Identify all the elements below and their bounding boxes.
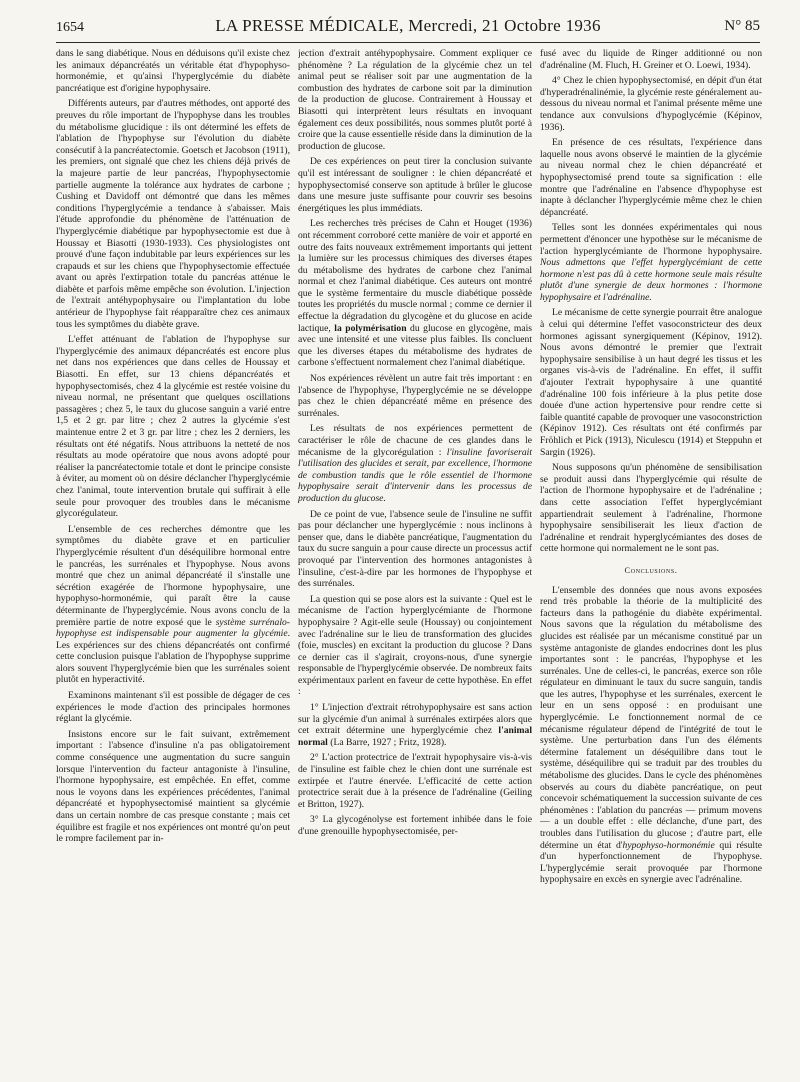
emphasis: hypophyso-hormonémie [622,839,715,851]
bold-text: la polymérisation [334,322,407,334]
paragraph: Les résultats de nos expériences permettent de caractériser le rôle de chacune de ces glandes dans le mécanisme de la glycorégulation : l'insuline favoriserait l'utilisation des glucides et serait, par excellence, l'hormone de combustion tandis que le rôle essentiel de l'hormone hypophysaire serait d'intervenir dans les processus de production du glucose. [298,423,532,504]
paragraph: L'effet atténuant de l'ablation de l'hypophyse sur l'hyperglycémie des animaux dépancréatés est encore plus net dans nos expériences que dans celles de Houssay et Biasotti. En effet, sur 13 chiens dépancréatés et hypophysectomisés, chez 4 la glycémie est restée voisine du niveau normal, ne présentant que quelques oscillations passagères ; chez 5, le taux du glucose sanguin a varié entre 1,5 et 2 gr. par litre ; chez 2 autres la glycémie s'est maintenue entre 2 et 3 gr. par litre ; chez les 2 derniers, les résultats ont été négatifs. Nous attribuons la netteté de nos résultats au mode opératoire que nous avons adopté pour réaliser la pancréatectomie totale et dont le principe consiste à éviter, au moment où on désire déclancher l'hyperglycémie chez l'animal, toute intervention brutale qui suffirait à elle seule pour provoquer des troubles dans le mécanisme glycorégulateur. [56,334,290,520]
paragraph: L'ensemble des données que nous avons exposées rend très probable la théorie de la multiplicité des facteurs dans la pathogénie du diabète expérimental. Nous savons que la régulation du métabolisme des glucides est réalisée par un mécanisme constitué par un système antagoniste de glandes endocrines dont les plus importantes sont : le pancréas, l'hypophyse et les surrénales. Une de celles-ci, le pancréas, exerce son rôle régulateur en diminuant le taux du sucre sanguin, tandis que les autres, l'hypophyse et les surrénales, exercent le leur en un sens opposé : en produisant une hyperglycémie. Le fonctionnement normal de ce mécanisme régulateur dépend de l'intégrité de tout le système. Une perturbation dans l'un des éléments détermine fatalement un déséquilibre dans tout le système, déséquilibre qui se traduit par des troubles du métabolisme des glucides. Dans le cycle des phénomènes observés au cours du diabète pancréatique, on peut concevoir schématiquement la succession suivante de ces phénomènes : l'ablation du pancréas — primum movens — a un double effet : elle déclanche, d'une part, des troubles dans l'utilisation du glucose ; d'autre part, elle détermine un état d'hypophyso-hormonémie qui résulte d'un hyperfonctionnement de l'hypophyse. L'hyperglycémie serait provoquée par l'hormone hypophysaire en excès en synergie avec l'adrénaline. [540,584,762,886]
paragraph: Différents auteurs, par d'autres méthodes, ont apporté des preuves du rôle important de l'hypophyse dans les troubles du métabolisme glucidique : ils ont déterminé les effets de l'ablation de l'hypophyse sur l'évolution du diabète consécutif à la pancréatectomie. Goetsch et Jacobson (1911), les premiers, ont signalé que chez les chiens déjà privés de la majeure partie de leur pancréas, l'hypophysectomie partielle augmente la tolérance aux hydrates de carbone ; Cushing et Davidoff ont démontré que dans les mêmes conditions l'hyperglycémie a tendance à s'abaisser. Mais l'étude approfondie du phénomène de l'atténuation de l'hyperglycémie diabétique par hypophysectomie est due à Houssay et Biasotti (1930-1933). Ces physiologistes ont prouvé d'une façon indubitable par leurs expériences sur les crapauds et sur les chiens que l'hypophysectomie effectuée avant ou après l'extirpation totale du pancréas atténue le diabète et parfois même empêche son évolution. L'injection de l'extrait antéhypophysaire ou l'implantation du lobe antérieur de l'hypophyse fait réapparaître chez ces animaux tous les symptômes du diabète grave. [56,98,290,330]
paragraph: En présence de ces résultats, l'expérience dans laquelle nous avons observé le maintien de la glycémie au niveau normal chez le chien dépancréaté et hypophysectomisé prend toute sa signification : elle montre que l'adrénaline en l'absence d'hypophyse est inapte à déclancher l'hyperglycémie même chez le chien dépancréaté. [540,137,762,218]
paragraph: De ce point de vue, l'absence seule de l'insuline ne suffit pas pour déclancher une hyperglycémie : nous inclinons à penser que, dans le diabète pancréatique, l'augmentation du taux du sucre sanguin a pour cause directe un processus actif provoqué par l'intervention des hormones antagonistes à l'insuline, c'est-à-dire par les hormones de l'hypophyse et des surrénales. [298,508,532,590]
paragraph: Examinons maintenant s'il est possible de dégager de ces expériences le mode d'action des principales hormones réglant la glycémie. [56,690,290,725]
paragraph: jection d'extrait antéhypophysaire. Comment expliquer ce phénomène ? La régulation de la glycémie chez un tel animal peut se réaliser soit par une augmentation de la combustion des hydrates de carbone soit par la diminution de la production de glucose. Contrairement à Houssay et Biasotti qui interprètent leurs résultats en invoquant également ces deux possibilités, nous sommes plutôt porté à croire que la cause essentielle réside dans la diminution de la production de glucose. [298,48,532,152]
paragraph: De ces expériences on peut tirer la conclusion suivante qu'il est intéressant de souligner : le chien dépancréaté et hypophysectomisé conserve son aptitude à brûler le glucose dans une mesure juste suffisante pour couvrir ses besoins énergétiques les plus immédiats. [298,156,532,214]
text-column-3 [540,48,762,1068]
paragraph: 4° Chez le chien hypophysectomisé, en dépit d'un état d'hyperadrénalinémie, la glycémie reste généralement au-dessous du niveau normal et l'animal présente même une tendance aux convulsions d'hypoglycémie (Képinov, 1936). [540,75,762,133]
paragraph: L'ensemble de ces recherches démontre que les symptômes du diabète grave et en particulier l'hyperglycémie résultent d'un déséquilibre hormonal entre le pancréas, les surrénales et l'hypophyse. Nous avons montré que chez un animal dépancréaté il s'installe une sécrétion exagérée de l'hormone hypophysaire, une hypophyso-hormonémie, qui paraît être la cause déterminante de l'hyperglycémie. Nous avons conclu de la première partie de notre exposé que le système surrénalo-hypophyse est indispensable pour augmenter la glycémie. Les expériences sur des chiens dépancréatés ont confirmé cette conclusion puisque l'ablation de l'hypophyse supprime alors souvent l'hyperglycémie bien que les surrénales soient plutôt en hyperactivité. [56,523,290,686]
emphasis: Nous admettons que l'effet hyperglycémiant de cette hormone n'est pas dû à cette hormone seule mais résulte plutôt d'une synergie de deux hormones : l'hormone hypophysaire et l'adrénaline. [540,257,762,303]
journal-title: LA PRESSE MÉDICALE, Mercredi, 21 Octobre 1936 [215,16,601,35]
paragraph: Insistons encore sur le fait suivant, extrêmement important : l'absence d'insuline n'a pas obligatoirement comme conséquence une augmentation du sucre sanguin lorsque l'intervention du facteur antagoniste à l'insuline, l'hormone hypophysaire, est empêchée. En effet, comme nous le voyons dans les expériences précédentes, l'animal dépancréaté et hypophysectomisé maintient sa glycémie dans un certain nombre de cas presque constante ; mais cet équilibre est fragile et nos expériences ont montré qu'on peut le rompre facilement par in- [56,728,290,845]
paragraph: Le mécanisme de cette synergie pourrait être analogue à celui qui détermine l'effet vasoconstricteur des deux hormones agissant synergiquement (Képinov, 1912). Nous avons démontré le premier que l'extrait hypophysaire sensibilise à un haut degré les tissus et les organes vis-à-vis de l'adrénaline. En effet, il suffit d'ajouter l'extrait hypophysaire à une quantité d'adrénaline 100 fois inférieure à la plus petite dose douée d'une action hypertensive pour rendre cette si faible quantité capable de provoquer une vasoconstriction (Képinov 1912). Ces résultats ont été confirmés par Fröhlich et Pick (1913), Niculescu (1914) et Steppuhn et Sargin (1926). [540,307,762,458]
paragraph: Nos expériences révèlent un autre fait très important : en l'absence de l'hypophyse, l'hyperglycémie ne se développe pas chez le chien dépancréaté même en présence des surrénales. [298,373,532,419]
page-number: 1654 [56,20,84,35]
paragraph: fusé avec du liquide de Ringer additionné ou non d'adrénaline (M. Fluch, H. Greiner et O. Loewi, 1934). [540,48,762,71]
emphasis: système surrénalo-hypophyse est indispensable pour augmenter la glycémie [56,616,290,640]
paragraph: 2° L'action protectrice de l'extrait hypophysaire vis-à-vis de l'insuline est faible chez le chien dont une surrénale est extirpée et l'autre énervée. L'efficacité de cette action protectrice serait due à la présence de l'adrénaline (Geiling et Britton, 1927). [298,752,532,810]
issue-number: N° 85 [724,18,760,34]
text-column-1 [56,48,290,1068]
section-heading: Conclusions. [624,564,678,575]
paragraph: Nous supposons qu'un phénomène de sensibilisation se produit aussi dans l'hyperglycémie qui résulte de l'action de l'hormone hypophysaire et de l'adrénaline ; dans cette association l'effet hyperglycémiant appartiendrait seulement à l'adrénaline, l'hormone hypophysaire sensibiliserait les lieux d'action de l'adrénaline et rendrait hyperglycémiantes des doses de cette hormone qui normalement ne le sont pas. [540,462,762,555]
emphasis: l'insuline favoriserait l'utilisation des glucides et serait, par excellence, l'hormone de combustion tandis que le rôle essentiel de l'hormone hypophysaire serait d'intervenir dans les processus de production du glucose. [298,446,532,504]
paragraph: Telles sont les données expérimentales qui nous permettent d'énoncer une hypothèse sur le mécanisme de l'action hyperglycémiante de l'hormone hypophysaire. Nous admettons que l'effet hyperglycémiant de cette hormone n'est pas dû à cette hormone seule mais résulte plutôt d'une synergie de deux hormones : l'hormone hypophysaire et l'adrénaline. [540,222,762,303]
bold-text: l'animal normal [298,725,532,748]
paragraph: La question qui se pose alors est la suivante : Quel est le mécanisme de l'action hyperglycémiante de l'hormone hypophysaire ? Agit-elle seule (Houssay) ou conjointement avec l'adrénaline sur le lieu de transformation des glucides (foie, muscles) en excitant la production du glucose ? Dans ce dernier cas il s'agirait, croyons-nous, d'une synergie responsable de l'hyperglycémie observée. De nombreux faits expérimentaux parlent en faveur de cette hypothèse. En effet : [298,593,532,698]
paragraph: 1° L'injection d'extrait rétrohypophysaire est sans action sur la glycémie d'un animal à surrénales extirpées alors que cet extrait détermine une hyperglycémie chez l'animal normal (La Barre, 1927 ; Fritz, 1928). [298,702,532,748]
paragraph: 3° La glycogénolyse est fortement inhibée dans le foie d'une grenouille hypophysectomisée, per- [298,814,532,837]
paragraph: dans le sang diabétique. Nous en déduisons qu'il existe chez les animaux dépancréatés un véritable état d'hypophyso-hormonémie, et qu'ainsi l'hyperglycémie du diabète pancréatique est d'origine hypophysaire. [56,48,290,94]
paragraph: Les recherches très précises de Cahn et Houget (1936) ont récemment corroboré cette manière de voir et apporté en outre des faits nouveaux extrêmement importants qui jettent la lumière sur les processus chimiques des diverses étapes du métabolisme des hydrates de carbone chez l'animal normal et chez l'animal diabétique. Ces auteurs ont montré que le système fermentaire du muscle diabétique possède toutes les propriétés du muscle normal ; comme ce dernier il effectue la dégradation du glycogène et du glucose en acide lactique, la polymérisation du glucose en glycogène, mais avec une intensité et une vitesse plus faibles. Ils concluent que les diverses étapes du métabolisme des hydrates de carbone s'effectuent normalement chez l'animal diabétique. [298,218,532,369]
page-header [56,14,760,43]
text-column-2 [298,48,532,1068]
